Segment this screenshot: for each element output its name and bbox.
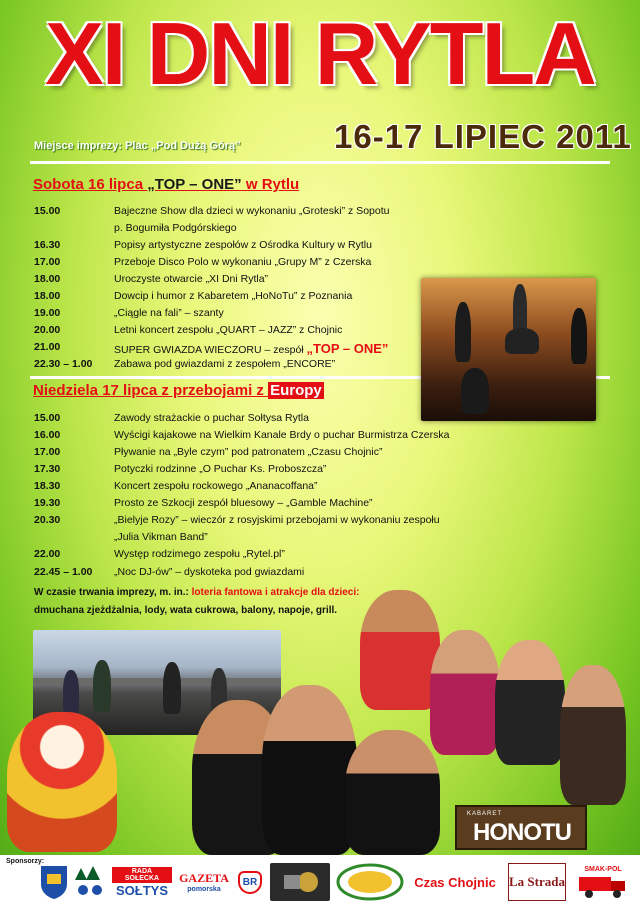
saturday-heading-place: w Rytlu	[241, 176, 300, 193]
event-desc: Pływanie na „Byle czym” pod patronatem „Czasu Chojnic”	[114, 446, 383, 458]
gazeta-logo	[176, 863, 232, 901]
soltys-logo-name: SOŁTYS	[115, 882, 168, 898]
divider-top	[30, 161, 610, 164]
clown-figure	[7, 712, 117, 852]
event-time: 18.00	[34, 290, 61, 302]
br-logo	[236, 863, 264, 901]
sunday-heading-date: Niedziela 17 lipca z przebojami z	[33, 382, 269, 399]
event-desc: Zawody strażackie o puchar Sołtysa Rytla	[114, 412, 309, 424]
event-time: 17.30	[34, 463, 61, 475]
circle-sponsor-icon	[334, 863, 406, 901]
smak-pol-text: SMAK-POL	[584, 865, 622, 873]
band-photo	[421, 278, 596, 421]
gazeta-logo-sub: pomorska	[187, 886, 221, 893]
event-time: 15.00	[34, 205, 61, 217]
event-time: 17.00	[34, 256, 61, 268]
event-desc: Popisy artystyczne zespołów z Ośrodka Kultury w Rytlu	[114, 239, 372, 251]
event-desc: Wyścigi kajakowe na Wielkim Kanale Brdy o puchar Burmistrza Czerska	[114, 429, 450, 441]
gazeta-logo-name: GAZETA	[179, 871, 229, 885]
event-desc: Koncert zespołu rockowego „Ananacoffana”	[114, 480, 318, 492]
event-desc: Dowcip i humor z Kabaretem „HoNoTu” z Poznania	[114, 290, 353, 302]
event-desc: Zabawa pod gwiazdami z zespołem „ENCORE”	[114, 358, 336, 370]
truck-icon	[577, 873, 629, 899]
honotu-name: HONOTU	[473, 819, 571, 846]
band-member	[461, 368, 489, 414]
event-desc: Prosto ze Szkocji zespół bluesowy – „Gamble Machine”	[114, 497, 373, 509]
band-member	[505, 328, 539, 354]
event-time: 16.00	[34, 429, 61, 441]
soltys-logo-top: RADA SOŁECKA	[112, 867, 172, 883]
smak-pol-logo	[570, 863, 636, 901]
event-time: 21.00	[34, 341, 61, 353]
saturday-heading-date: Sobota 16 lipca	[33, 176, 148, 193]
event-desc: Występ rodzimego zespołu „Rytel.pl”	[114, 548, 285, 560]
event-desc: p. Bogumiła Podgórskiego	[114, 222, 237, 234]
event-desc-text: SUPER GWIAZDA WIECZORU – zespół	[114, 344, 307, 356]
sponsor-photo-icon	[270, 863, 330, 901]
la-strada-logo: La Strada	[508, 863, 566, 901]
event-time: 22.00	[34, 548, 61, 560]
event-desc: „Ciągle na fali” – szanty	[114, 307, 224, 319]
event-desc	[114, 341, 388, 356]
cabaret-member	[430, 630, 500, 755]
event-time: 20.30	[34, 514, 61, 526]
headliner-name: „TOP – ONE”	[306, 341, 389, 356]
sunday-heading	[33, 382, 324, 399]
poster-title: XI DNI RYTLA	[45, 4, 595, 103]
event-time: 19.00	[34, 307, 61, 319]
event-desc: Letni koncert zespołu „QUART – JAZZ” z Chojnic	[114, 324, 343, 336]
czas-chojnic-logo: Czas Chojnic	[414, 874, 496, 890]
event-date: 16-17 LIPIEC 2011	[334, 118, 632, 155]
soltys-logo	[112, 863, 172, 901]
event-desc: „Noc DJ-ów” – dyskoteka pod gwiazdami	[114, 566, 305, 578]
sunday-heading-europe: Europy	[270, 382, 322, 399]
sponsors-label: Sponsorzy:	[6, 858, 45, 865]
event-time: 18.30	[34, 480, 61, 492]
attractions-note	[34, 587, 359, 598]
cabaret-member	[560, 665, 626, 805]
attractions-kids: loteria fantowa i atrakcje dla dzieci:	[191, 587, 360, 598]
event-desc: „Julia Vikman Band”	[114, 531, 208, 543]
event-time: 19.30	[34, 497, 61, 509]
event-desc: Przeboje Disco Polo w wykonaniu „Grupy M” z Czerska	[114, 256, 372, 268]
venue-text: Miejsce imprezy: Plac „Pod Dużą Górą”	[34, 140, 241, 152]
band-member	[345, 730, 440, 855]
br-logo-text: BR	[238, 871, 262, 894]
event-time: 17.00	[34, 446, 61, 458]
honotu-logo	[455, 805, 587, 850]
event-time: 15.00	[34, 412, 61, 424]
event-desc: Uroczyste otwarcie „XI Dni Rytla”	[114, 273, 269, 285]
band-member	[262, 685, 357, 855]
event-time: 22.45 – 1.00	[34, 566, 93, 578]
band-member	[571, 308, 587, 364]
honotu-kicker: KABARET	[467, 811, 503, 817]
trees-icon	[72, 863, 108, 901]
saturday-heading-band: „TOP – ONE”	[147, 176, 242, 193]
cabaret-member	[495, 640, 565, 765]
musician	[63, 670, 79, 715]
cabaret-member	[360, 590, 440, 710]
event-time: 18.00	[34, 273, 61, 285]
event-desc: Potyczki rodzinne „O Puchar Ks. Proboszcza”	[114, 463, 327, 475]
event-time: 16.30	[34, 239, 61, 251]
attractions-list: dmuchana zjeżdżalnia, lody, wata cukrowa, balony, napoje, grill.	[34, 605, 338, 616]
event-desc: „Bielyje Rozy” – wieczór z rosyjskimi przebojami w wykonaniu zespołu	[114, 514, 440, 526]
attractions-intro: W czasie trwania imprezy, m. in.:	[34, 587, 192, 598]
saturday-heading	[33, 176, 299, 193]
event-time: 22.30 – 1.00	[34, 358, 93, 370]
sponsors-footer	[0, 855, 640, 905]
event-desc: Bajeczne Show dla dzieci w wykonaniu „Groteski” z Sopotu	[114, 205, 390, 217]
musician	[163, 662, 181, 714]
event-time: 20.00	[34, 324, 61, 336]
musician	[93, 660, 111, 712]
band-member	[455, 302, 471, 362]
crest-icon	[38, 863, 70, 901]
